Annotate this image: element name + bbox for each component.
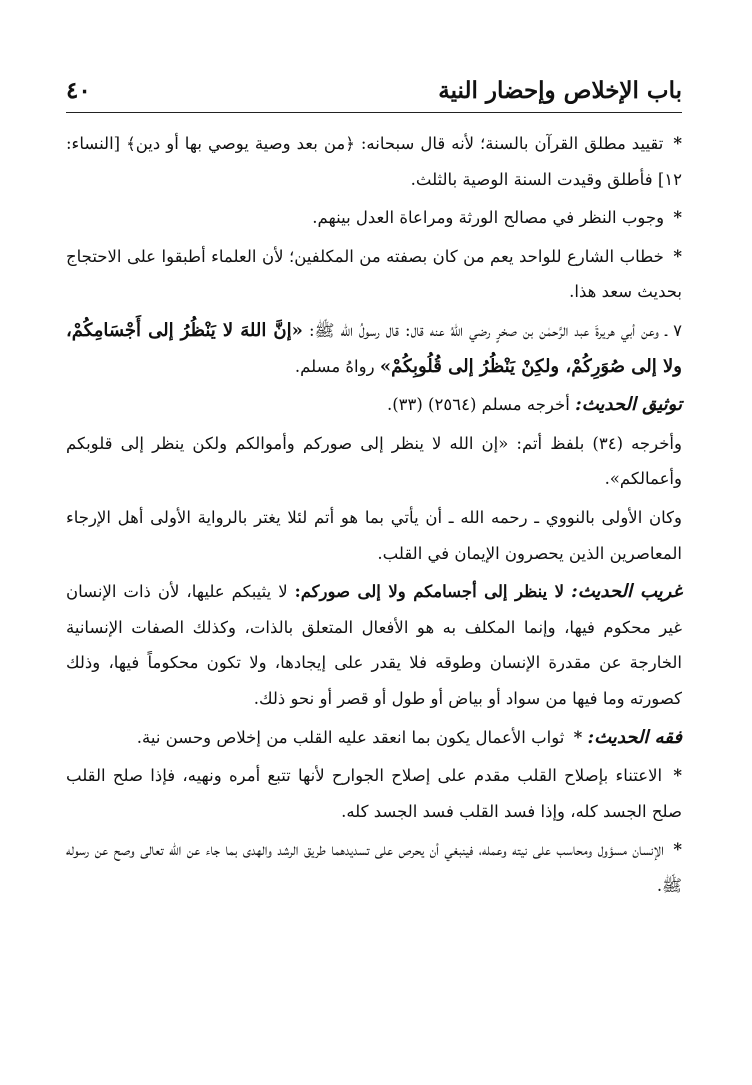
benefit-item <box>66 239 682 310</box>
bullet-mark: * <box>673 766 683 786</box>
paragraph <box>66 426 682 497</box>
paragraph-text: وكان الأولى بالنووي ـ رحمه الله ـ أن يأتي بما هو أتم لئلا يغتر بالرواية الأولى أهل الإرجاء المعاصرين الذين يحصرون الإيمان في القلب. <box>66 507 682 563</box>
fiqh-paragraph <box>66 720 682 756</box>
bullet-mark: * <box>673 134 683 153</box>
page-number: ٤٠ <box>66 76 91 104</box>
page-body <box>66 126 682 906</box>
paragraph-text: ثواب الأعمال يكون بما انعقد عليه القلب من إخلاص وحسن نية. <box>136 727 565 747</box>
page-header <box>66 72 682 108</box>
paragraph-text: لا يثيبكم عليها، لأن ذات الإنسان غير محكوم فيها، وإنما المكلف به هو الأفعال المتعلق بالذات، وكذلك الصفات الإنسانية الخارجة عن مقدرة الإنسان وطوقه فلا يقدر على إيجادها، ولا تكون محكوماً فيها، وذلك كصورته وما فيها من سواد أو بياض أو طول أو قصر أو نحو ذلك. <box>66 582 682 708</box>
paragraph-text: الاعتناء بإصلاح القلب مقدم على إصلاح الجوارح لأنها تتبع أمره ونهيه، فإذا صلح القلب صلح الجسد كله، وإذا فسد القلب فسد الجسد كله. <box>66 766 682 821</box>
vocabulary-paragraph <box>66 574 682 716</box>
hadith-text: «إنَّ اللهَ لا يَنْظُرُ إلى أَجْسَامِكُمْ، ولا إلى صُوَرِكُمْ، ولكِنْ يَنْظُرُ إلى قُلُوبِكُمْ» <box>66 319 682 377</box>
paragraph-text: وجوب النظر في مصالح الورثة ومراعاة العدل بينهم. <box>312 208 665 228</box>
benefit-item <box>66 758 682 829</box>
paragraph-text: أخرجه مسلم (٢٥٦٤) (٣٣). <box>386 395 570 415</box>
section-heading: فقه الحديث: <box>587 726 682 748</box>
paragraph <box>66 500 682 571</box>
benefit-item <box>66 200 682 236</box>
documentation-paragraph <box>66 387 682 423</box>
hadith-intro: ٧ ـ وعن أبي هريرةَ عبد الرَّحمٰن بن صخرٍ رضي اللهُ عنه قال: قال رسولُ الله ﷺ: <box>308 320 682 340</box>
bullet-mark: * <box>673 840 683 860</box>
paragraph-text: وأخرجه (٣٤) بلفظ أتم: «إن الله لا ينظر إلى صوركم وأموالكم ولكن ينظر إلى قلوبكم وأعمالكم». <box>66 433 682 489</box>
paragraph-text: تقييد مطلق القرآن بالسنة؛ لأنه قال سبحانه: ﴿من بعد وصية يوصي بها أو دين﴾ [النساء: ١٢] فأطلق وقيدت السنة الوصية بالثلث. <box>66 134 682 189</box>
benefit-item <box>66 126 682 197</box>
bullet-mark: * <box>673 246 683 266</box>
paragraph-text: الإنسان مسؤول ومحاسب على نيته وعمله، فينبغي أن يحرص على تسديدهما طريق الرشد والهدى بما جاء عن الله تعالى وصح عن رسوله ﷺ. <box>66 840 682 895</box>
bullet-mark: * <box>573 727 583 747</box>
header-divider <box>66 112 682 113</box>
section-heading: غريب الحديث: <box>571 581 683 603</box>
chapter-title: باب الإخلاص وإحضار النية <box>438 76 682 104</box>
vocabulary-term: لا ينظر إلى أجسامكم ولا إلى صوركم: <box>294 582 565 602</box>
hadith-paragraph <box>66 313 682 384</box>
bullet-mark: * <box>673 208 682 228</box>
hadith-source: رواهُ مسلم. <box>294 356 375 376</box>
benefit-item <box>66 832 682 903</box>
section-heading: توثيق الحديث: <box>575 394 682 416</box>
paragraph-text: خطاب الشارع للواحد يعم من كان بصفته من المكلفين؛ لأن العلماء أطبقوا على الاحتجاج بحديث سعد هذا. <box>66 246 682 302</box>
